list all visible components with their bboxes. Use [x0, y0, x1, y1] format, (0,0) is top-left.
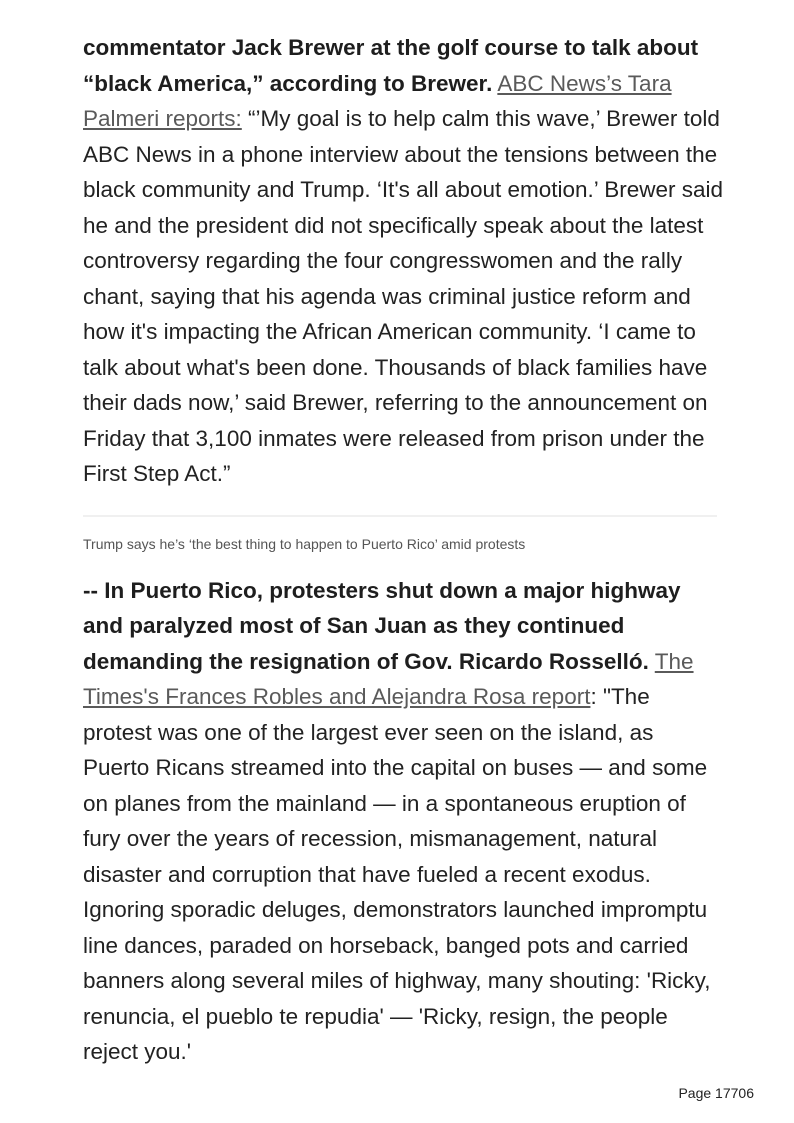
nyt-report-link[interactable]: The Times's Frances Robles and Alejandra Rosa report: [83, 648, 694, 709]
page-number: Page 17706: [678, 1085, 754, 1101]
article-body: [83, 30, 723, 1064]
video-caption: Trump says he’s ‘the best thing to happen to Puerto Rico’ amid protests: [83, 535, 526, 552]
paragraph-puerto-rico: [83, 573, 723, 1070]
paragraph-puerto-rico-lead: -- In Puerto Rico, protesters shut down a major highway and paralyzed most of San Juan as they continued demanding the resignation of Gov. Ricardo Rosselló.: [83, 577, 681, 674]
paragraph-brewer-text: “’My goal is to help calm this wave,’ Brewer told ABC News in a phone interview about the tensions between the black community and Trump. ‘It's all about emotion.’ Brewer said he and the president did not specifically speak about the latest controversy regarding the four congresswomen and the rally chant, saying that his agenda was criminal justice reform and how it's impacting the African American community. ‘I came to talk about what's been done. Thousands of black families have their dads now,’ said Brewer, referring to the announcement on Friday that 3,100 inmates were released from prison under the First Step Act.”: [83, 106, 723, 486]
paragraph-brewer-lead: commentator Jack Brewer at the golf course to talk about “black America,” according to Brewer.: [83, 35, 699, 96]
paragraph-brewer: [83, 30, 723, 492]
abc-news-link[interactable]: ABC News’s Tara Palmeri reports:: [83, 70, 672, 131]
paragraph-puerto-rico-text: : "The protest was one of the largest ever seen on the island, as Puerto Ricans streamed into the capital on buses — and some on planes from the mainland — in a spontaneous eruption of fury over the years of recession, mismanagement, natural disaster and corruption that have fueled a recent exodus. Ignoring sporadic deluges, demonstrators launched impromptu line dances, paraded on horseback, banged pots and carried banners along several miles of highway, many shouting: 'Ricky, renuncia, el pueblo te repudia' — 'Ricky, resign, the people reject you.': [83, 684, 711, 1064]
clipped-content: [83, 573, 723, 1064]
divider: [83, 515, 717, 517]
